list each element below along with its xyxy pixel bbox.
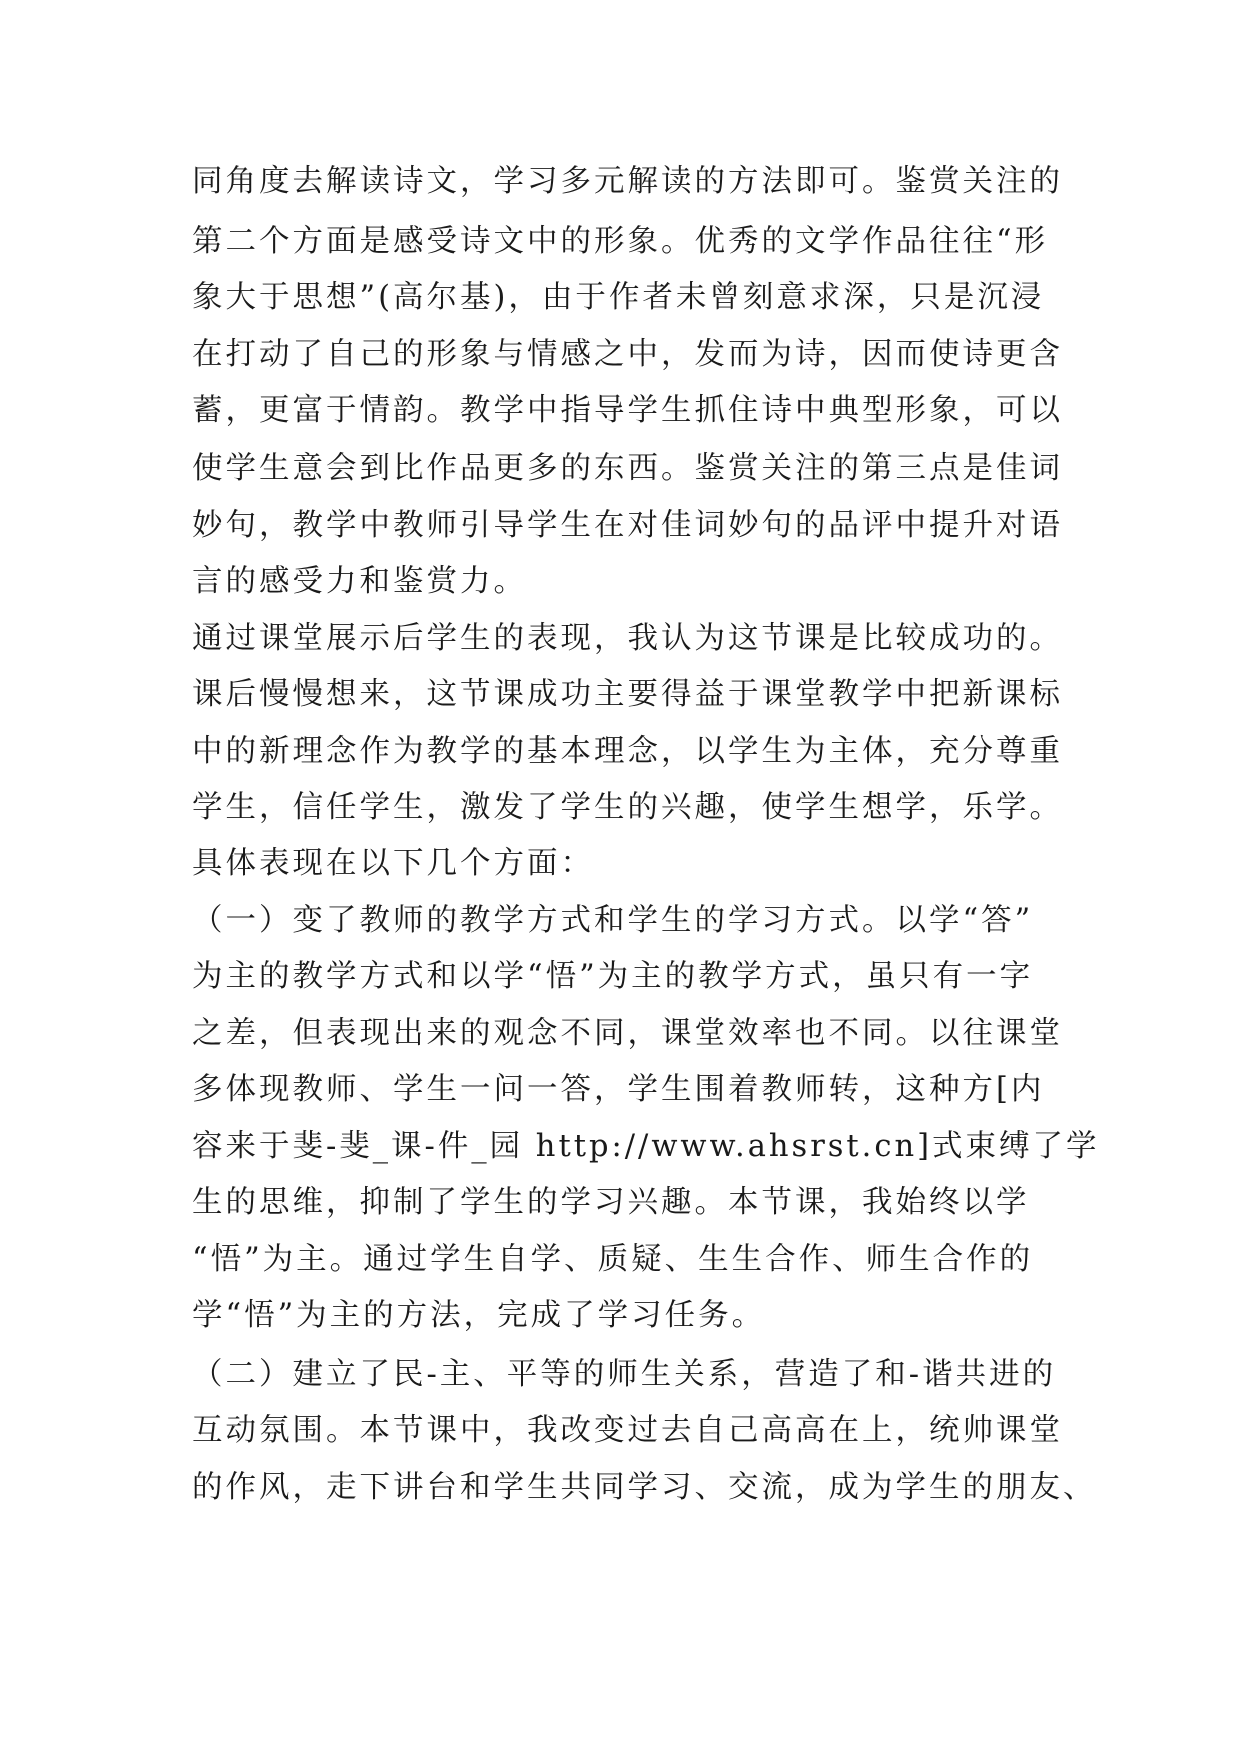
text-line: 多体现教师、学生一问一答，学生围着教师转，这种方[内 bbox=[192, 1072, 1045, 1107]
text-line: 象大于思想”(高尔基)，由于作者未曾刻意求深，只是沉浸 bbox=[192, 280, 1045, 315]
text-line: （一）变了教师的教学方式和学生的学习方式。以学“答” bbox=[192, 903, 1034, 938]
text-line: 生的思维，抑制了学生的学习兴趣。本节课，我始终以学 bbox=[192, 1185, 1030, 1220]
text-line: “悟”为主。通过学生自学、质疑、生生合作、师生合作的 bbox=[192, 1242, 1034, 1277]
text-line: 使学生意会到比作品更多的东西。鉴赏关注的第三点是佳词 bbox=[192, 451, 1063, 486]
text-line: 学“悟”为主的方法，完成了学习任务。 bbox=[192, 1298, 766, 1333]
text-line: 同角度去解读诗文，学习多元解读的方法即可。鉴赏关注的 bbox=[192, 164, 1063, 199]
text-line: 课后慢慢想来，这节课成功主要得益于课堂教学中把新课标 bbox=[192, 677, 1063, 712]
text-line: 中的新理念作为教学的基本理念，以学生为主体，充分尊重 bbox=[192, 734, 1063, 769]
text-line: 具体表现在以下几个方面： bbox=[192, 846, 594, 881]
text-line: 通过课堂展示后学生的表现，我认为这节课是比较成功的。 bbox=[192, 621, 1063, 656]
text-line: 学生，信任学生，激发了学生的兴趣，使学生想学，乐学。 bbox=[192, 790, 1063, 825]
text-line: 妙句，教学中教师引导学生在对佳词妙句的品评中提升对语 bbox=[192, 508, 1063, 543]
text-line: 容来于斐-斐_课-件_园 http://www.ahsrst.cn]式束缚了学 bbox=[192, 1129, 1100, 1164]
text-line: 的作风，走下讲台和学生共同学习、交流，成为学生的朋友、 bbox=[192, 1470, 1097, 1505]
text-line: 之差，但表现出来的观念不同，课堂效率也不同。以往课堂 bbox=[192, 1016, 1063, 1051]
text-line: 互动氛围。本节课中，我改变过去自己高高在上，统帅课堂 bbox=[192, 1413, 1063, 1448]
text-line: 第二个方面是感受诗文中的形象。优秀的文学作品往往“形 bbox=[192, 224, 1049, 259]
text-line: 在打动了自己的形象与情感之中，发而为诗，因而使诗更含 bbox=[192, 337, 1063, 372]
text-line: 为主的教学方式和以学“悟”为主的教学方式，虽只有一字 bbox=[192, 959, 1034, 994]
text-line: （二）建立了民-主、平等的师生关系，营造了和-谐共进的 bbox=[192, 1357, 1057, 1392]
text-line: 言的感受力和鉴赏力。 bbox=[192, 564, 527, 599]
text-line: 蓄，更富于情韵。教学中指导学生抓住诗中典型形象，可以 bbox=[192, 393, 1063, 428]
